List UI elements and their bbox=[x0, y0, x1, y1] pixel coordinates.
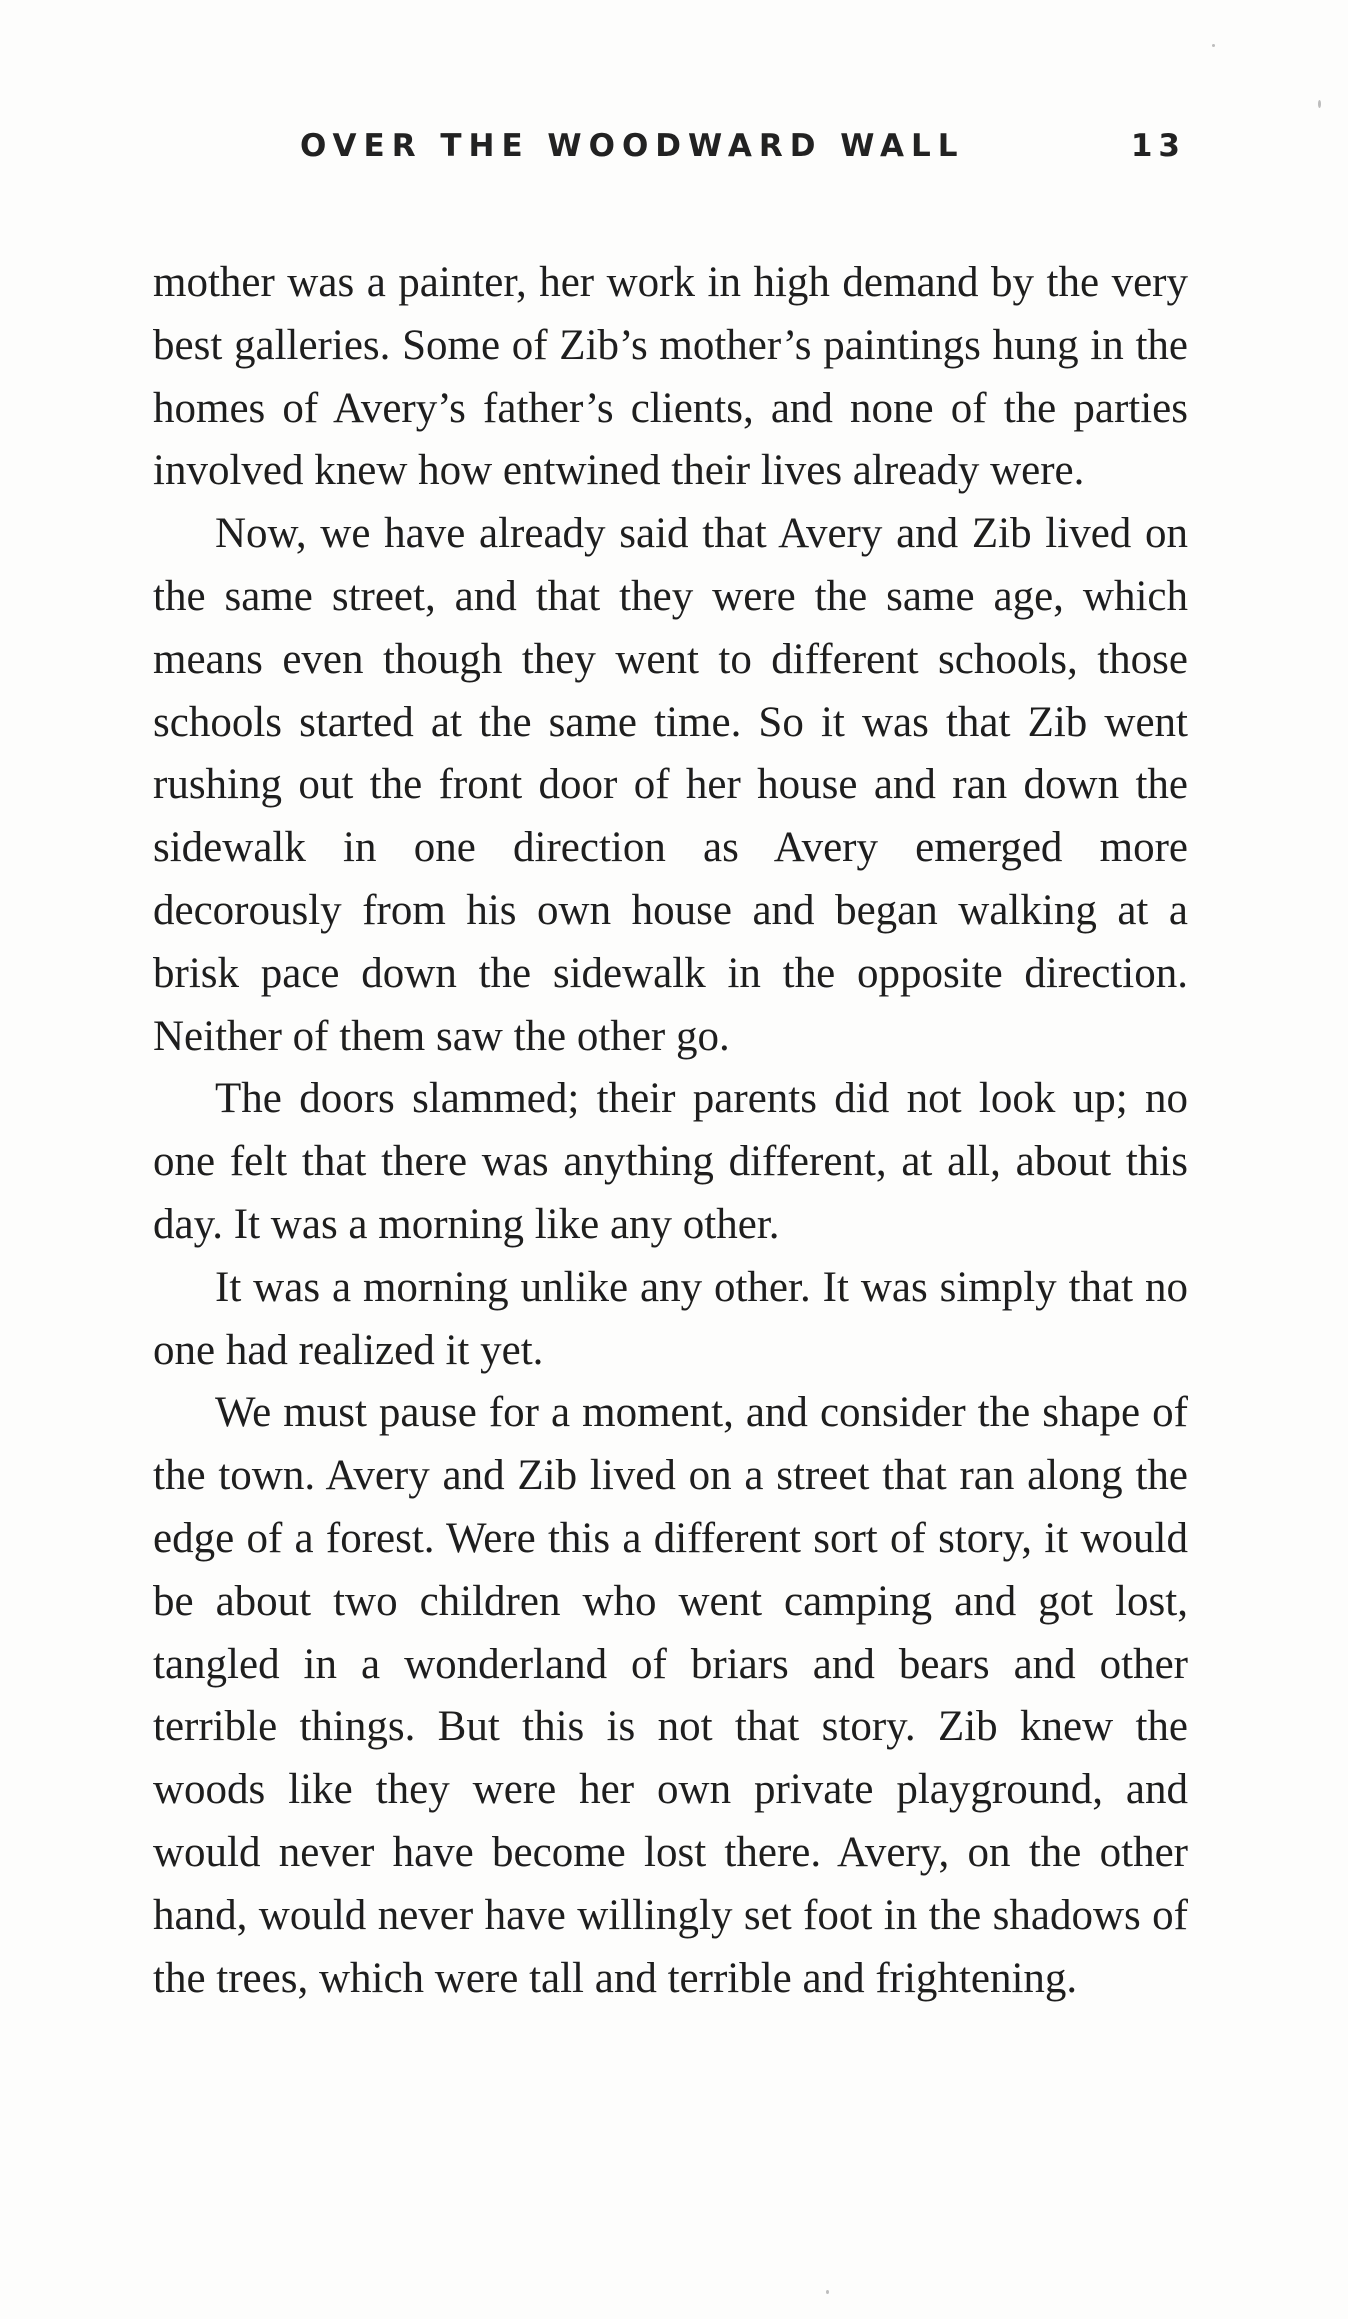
paragraph-5: We must pause for a moment, and consider the shape of the town. Avery and Zib lived on a street that ran along the edge of a forest. Were this a different sort of story, it would be about two children who went camping and got lost, tangled in a wonderland of briars and bears and other terrible things. But this is not that story. Zib knew the woods like they were her own private playground, and would never have become lost there. Avery, on the other hand, would never have willingly set foot in the shadows of the trees, which were tall and terrible and frightening. bbox=[153, 1389, 1188, 2002]
running-head bbox=[300, 128, 1200, 178]
paragraph-3: The doors slammed; their parents did not look up; no one felt that there was anything different, at all, about this day. It was a morning like any other. bbox=[153, 1075, 1188, 1248]
scan-speck bbox=[1212, 44, 1215, 47]
page-number: 13 bbox=[1130, 128, 1186, 164]
scan-speck bbox=[1318, 100, 1321, 108]
paragraph-4: It was a morning unlike any other. It was simply that no one had realized it yet. bbox=[153, 1263, 1188, 1374]
body-text bbox=[153, 252, 1188, 2010]
paragraph-2: Now, we have already said that Avery and Zib lived on the same street, and that they were the same age, which means even though they went to different schools, those schools started at the same time. So it was that Zib went rushing out the front door of her house and ran down the sidewalk in one direction as Avery emerged more decorously from his own house and began walking at a brisk pace down the sidewalk in the opposite direction. Neither of them saw the other go. bbox=[153, 510, 1188, 1060]
scan-speck bbox=[826, 2290, 829, 2294]
paragraph-1: mother was a painter, her work in high demand by the very best galleries. Some of Zib’s mother’s paintings hung in the homes of Avery’s father’s clients, and none of the parties involved knew how entwined their lives already were. bbox=[153, 259, 1188, 495]
running-title: OVER THE WOODWARD WALL bbox=[300, 128, 965, 164]
